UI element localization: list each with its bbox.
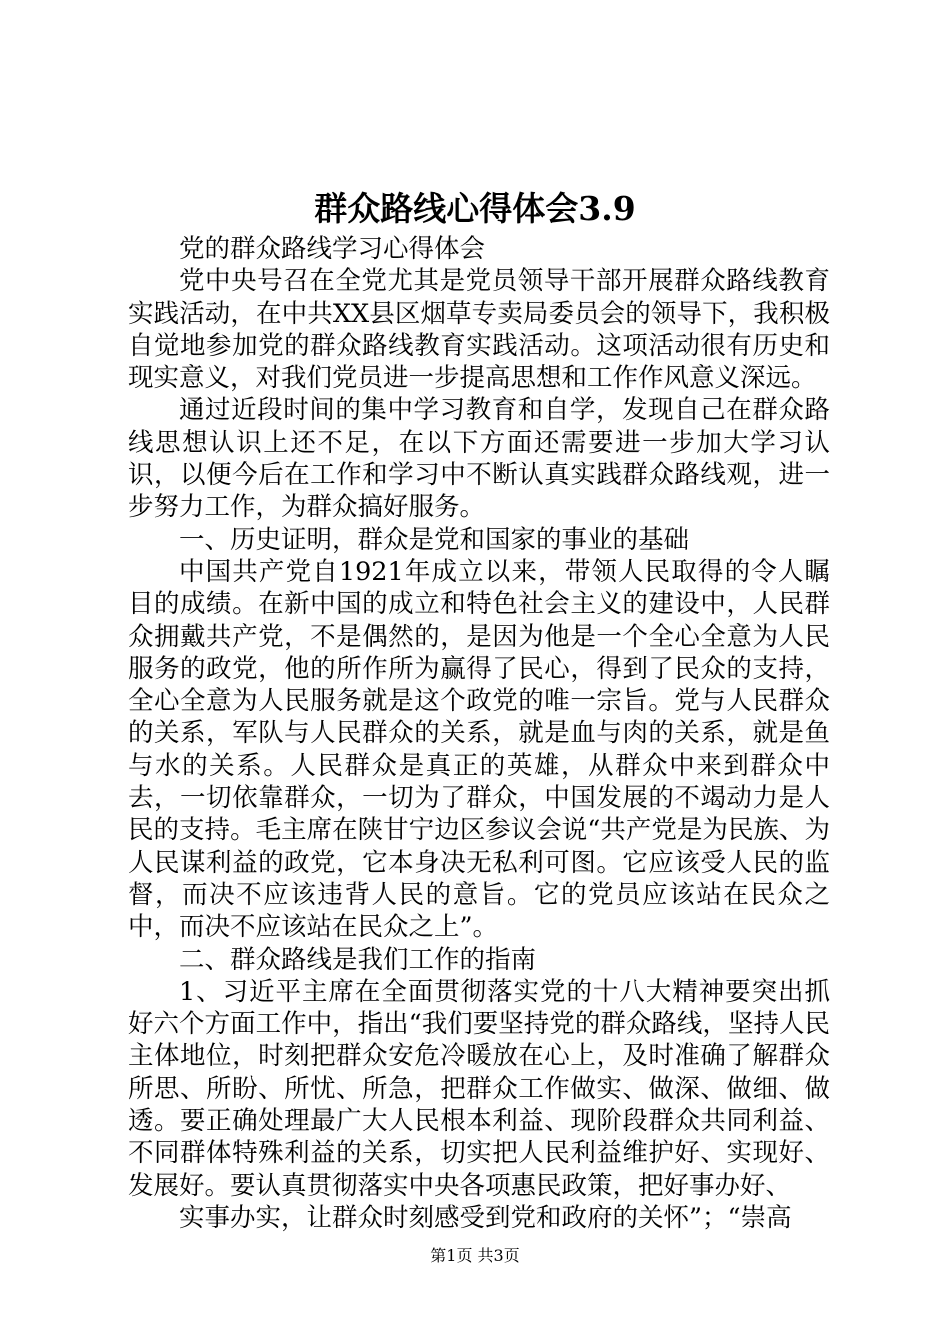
paragraph: 党中央号召在全党尤其是党员领导干部开展群众路线教育实践活动，在中共XX县区烟草专卖局委员会的领导下，我积极自觉地参加党的群众路线教育实践活动。这项活动很有历史和现实意义，对我们党员进一步提高思想和工作作风意义深远。 bbox=[128, 266, 830, 394]
document-title: 群众路线心得体会3.9 bbox=[314, 189, 636, 228]
document-body bbox=[128, 233, 830, 1234]
paragraph: 实事办实，让群众时刻感受到党和政府的关怀”；“崇高 bbox=[179, 1202, 792, 1233]
paragraph: 通过近段时间的集中学习教育和自学，发现自己在群众路线思想认识上还不足，在以下方面还需要进一步加大学习认识，以便今后在工作和学习中不断认真实践群众路线观，进一步努力工作，为群众搞好服务。 bbox=[128, 395, 830, 523]
paragraph: 中国共产党自1921年成立以来，带领人民取得的令人瞩目的成绩。在新中国的成立和特色社会主义的建设中，人民群众拥戴共产党，不是偶然的，是因为他是一个全心全意为人民服务的政党，他的所作所为赢得了民心，得到了民众的支持，全心全意为人民服务就是这个政党的唯一宗旨。党与人民群众的关系，军队与人民群众的关系，就是血与肉的关系，就是鱼与水的关系。人民群众是真正的英雄，从群众中来到群众中去，一切依靠群众，一切为了群众，中国发展的不竭动力是人民的支持。毛主席在陕甘宁边区参议会说“共产党是为民族、为人民谋利益的政党，它本身决无私利可图。它应该受人民的监督，而决不应该违背人民的意旨。它的党员应该站在民众之中，而决不应该站在民众之上”。 bbox=[128, 556, 830, 943]
page-number-footer: 第1页 共3页 bbox=[430, 1246, 520, 1265]
paragraph: 1、习近平主席在全面贯彻落实党的十八大精神要突出抓好六个方面工作中，指出“我们要坚持党的群众路线，坚持人民主体地位，时刻把群众安危冷暖放在心上，及时准确了解群众所思、所盼、所忧、所急，把群众工作做实、做深、做细、做透。要正确处理最广大人民根本利益、现阶段群众共同利益、不同群体特殊利益的关系，切实把人民利益维护好、实现好、发展好。要认真贯彻落实中央各项惠民政策，把好事办好、 bbox=[128, 976, 830, 1201]
section-heading: 一、历史证明，群众是党和国家的事业的基础 bbox=[179, 524, 690, 555]
section-heading: 二、群众路线是我们工作的指南 bbox=[179, 944, 537, 975]
paragraph-subtitle: 党的群众路线学习心得体会 bbox=[179, 234, 486, 264]
